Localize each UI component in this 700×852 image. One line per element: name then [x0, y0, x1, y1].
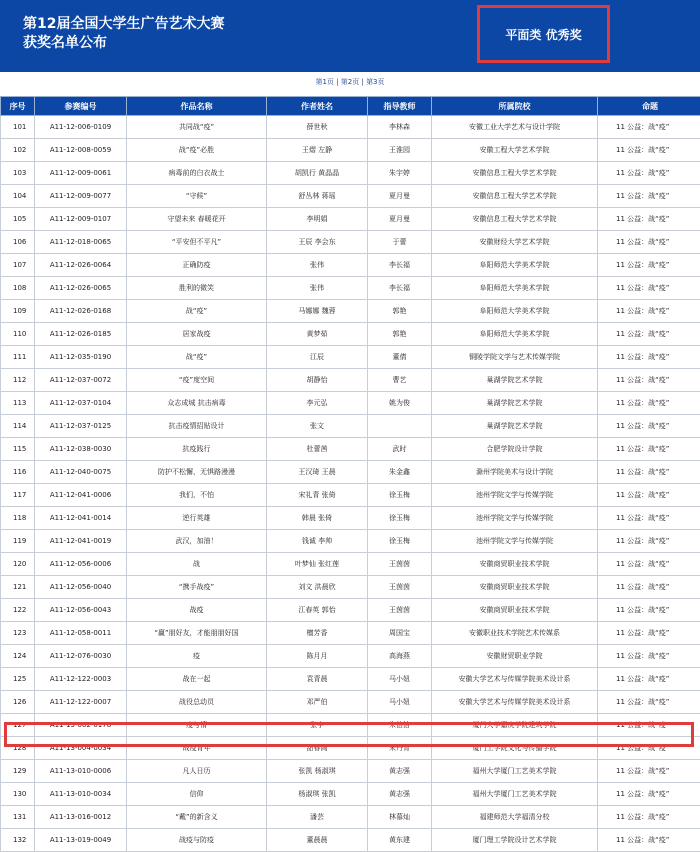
cell-advisor: 周国宝	[368, 622, 432, 645]
cell-topic: 11 公益：战“疫”	[598, 139, 700, 162]
cell-seq: 118	[1, 507, 35, 530]
cell-entry-id: A11-12-058-0011	[35, 622, 127, 645]
cell-entry-id: A11-13-002-0178	[35, 714, 127, 737]
cell-authors: 王辰 李会东	[267, 231, 368, 254]
cell-topic: 11 公益：战“疫”	[598, 530, 700, 553]
cell-school: 阜阳师范大学美术学院	[432, 300, 598, 323]
cell-advisor: 夏月曼	[368, 208, 432, 231]
cell-entry-id: A11-12-026-0064	[35, 254, 127, 277]
cell-authors: 檀芳香	[267, 622, 368, 645]
cell-authors: 舒丛林 蒋瑶	[267, 185, 368, 208]
cell-entry-id: A11-12-041-0014	[35, 507, 127, 530]
cell-topic: 11 公益：战“疫”	[598, 369, 700, 392]
cell-work-title: 武汉，加油！	[127, 530, 267, 553]
cell-seq: 131	[1, 806, 35, 829]
column-header-entry-id: 参赛编号	[35, 97, 127, 116]
cell-entry-id: A11-13-019-0049	[35, 829, 127, 852]
cell-advisor: 徐玉梅	[368, 484, 432, 507]
cell-authors: 董晨晨	[267, 829, 368, 852]
cell-work-title: 居家战疫	[127, 323, 267, 346]
cell-authors: 张伟	[267, 277, 368, 300]
cell-advisor: 于蕾	[368, 231, 432, 254]
cell-topic: 11 公益：战“疫”	[598, 645, 700, 668]
cell-topic: 11 公益：战“疫”	[598, 185, 700, 208]
cell-advisor: 李林森	[368, 116, 432, 139]
cell-school: 安徽工业大学艺术与设计学院	[432, 116, 598, 139]
cell-work-title: 战疫与防疫	[127, 829, 267, 852]
cell-entry-id: A11-12-076-0030	[35, 645, 127, 668]
cell-work-title: 抗疫践行	[127, 438, 267, 461]
cell-advisor: 王茵茵	[368, 576, 432, 599]
page-header	[0, 0, 700, 72]
cell-work-title: 战“疫”必胜	[127, 139, 267, 162]
cell-school: 安徽工程大学艺术学院	[432, 139, 598, 162]
cell-authors: 李明娟	[267, 208, 368, 231]
cell-entry-id: A11-13-010-0034	[35, 783, 127, 806]
table-row	[1, 783, 700, 806]
cell-school: 福州大学厦门工艺美术学院	[432, 783, 598, 806]
cell-school: 阜阳师范大学美术学院	[432, 323, 598, 346]
cell-advisor: 姚为俊	[368, 392, 432, 415]
cell-topic: 11 公益：战“疫”	[598, 438, 700, 461]
cell-school: 巢湖学院艺术学院	[432, 392, 598, 415]
cell-authors: 邓严伯	[267, 691, 368, 714]
cell-work-title: 战	[127, 553, 267, 576]
cell-advisor: 郭艳	[368, 323, 432, 346]
cell-seq: 123	[1, 622, 35, 645]
cell-advisor: 曹艺	[368, 369, 432, 392]
cell-seq: 117	[1, 484, 35, 507]
cell-work-title: 战“疫”	[127, 346, 267, 369]
cell-advisor: 高海燕	[368, 645, 432, 668]
cell-school: 池州学院文学与传媒学院	[432, 530, 598, 553]
cell-seq: 130	[1, 783, 35, 806]
cell-topic: 11 公益：战“疫”	[598, 231, 700, 254]
cell-entry-id: A11-12-041-0019	[35, 530, 127, 553]
table-row	[1, 208, 700, 231]
cell-school: 安徽商贸职业技术学院	[432, 576, 598, 599]
cell-advisor: 马小妞	[368, 691, 432, 714]
page-link-1[interactable]: 第1页	[315, 78, 333, 86]
cell-topic: 11 公益：战“疫”	[598, 254, 700, 277]
cell-topic: 11 公益：战“疫”	[598, 392, 700, 415]
cell-work-title: 共同战“疫”	[127, 116, 267, 139]
cell-seq: 125	[1, 668, 35, 691]
cell-topic: 11 公益：战“疫”	[598, 323, 700, 346]
table-row	[1, 277, 700, 300]
cell-authors: 马娜娜 魏蓉	[267, 300, 368, 323]
cell-topic: 11 公益：战“疫”	[598, 162, 700, 185]
cell-school: 安徽大学艺术与传媒学院美术设计系	[432, 691, 598, 714]
cell-topic: 11 公益：战“疫”	[598, 829, 700, 852]
cell-authors: 张宇	[267, 714, 368, 737]
cell-advisor: 王茵茵	[368, 553, 432, 576]
cell-topic: 11 公益：战“疫”	[598, 737, 700, 760]
cell-advisor: 黄志强	[368, 760, 432, 783]
table-row	[1, 162, 700, 185]
cell-advisor: 董倩	[368, 346, 432, 369]
cell-authors: 张伟	[267, 254, 368, 277]
cell-entry-id: A11-12-037-0072	[35, 369, 127, 392]
table-header-row	[1, 97, 700, 116]
cell-authors: 甜春阁	[267, 737, 368, 760]
page-title	[23, 15, 224, 53]
cell-authors: 薛世秋	[267, 116, 368, 139]
cell-entry-id: A11-12-056-0006	[35, 553, 127, 576]
cell-work-title: 正确防疫	[127, 254, 267, 277]
cell-work-title: “携手战疫”	[127, 576, 267, 599]
table-row	[1, 668, 700, 691]
cell-advisor: 林慕灿	[368, 806, 432, 829]
cell-entry-id: A11-13-010-0006	[35, 760, 127, 783]
cell-advisor: 郭艳	[368, 300, 432, 323]
cell-topic: 11 公益：战“疫”	[598, 668, 700, 691]
table-row	[1, 599, 700, 622]
cell-work-title: 抗击疫情招贴设计	[127, 415, 267, 438]
cell-work-title: 战在一起	[127, 668, 267, 691]
cell-authors: 杜蕾茜	[267, 438, 368, 461]
column-header-work-title: 作品名称	[127, 97, 267, 116]
table-row	[1, 323, 700, 346]
cell-topic: 11 公益：战“疫”	[598, 806, 700, 829]
pager-separator: |	[361, 78, 363, 86]
cell-seq: 111	[1, 346, 35, 369]
table-row	[1, 829, 700, 852]
cell-seq: 119	[1, 530, 35, 553]
cell-topic: 11 公益：战“疫”	[598, 760, 700, 783]
table-row	[1, 691, 700, 714]
cell-advisor: 武时	[368, 438, 432, 461]
cell-school: 福建师范大学福清分校	[432, 806, 598, 829]
cell-school: 安徽商贸职业技术学院	[432, 599, 598, 622]
cell-work-title: 战“疫”	[127, 300, 267, 323]
cell-advisor: 朱丹青	[368, 737, 432, 760]
table-row	[1, 760, 700, 783]
cell-seq: 114	[1, 415, 35, 438]
cell-work-title: “守候”	[127, 185, 267, 208]
cell-entry-id: A11-12-040-0075	[35, 461, 127, 484]
cell-work-title: 众志成城 抗击病毒	[127, 392, 267, 415]
cell-work-title: 逆行英雄	[127, 507, 267, 530]
cell-work-title: 战役总动员	[127, 691, 267, 714]
cell-seq: 115	[1, 438, 35, 461]
page-title-line2: 获奖名单公布	[23, 34, 224, 53]
table-row	[1, 369, 700, 392]
cell-school: 厦门理工学院设计艺术学院	[432, 829, 598, 852]
cell-seq: 101	[1, 116, 35, 139]
cell-entry-id: A11-12-041-0006	[35, 484, 127, 507]
cell-topic: 11 公益：战“疫”	[598, 553, 700, 576]
cell-advisor: 李长福	[368, 254, 432, 277]
cell-seq: 107	[1, 254, 35, 277]
cell-topic: 11 公益：战“疫”	[598, 599, 700, 622]
cell-school: 安徽信息工程大学艺术学院	[432, 185, 598, 208]
cell-topic: 11 公益：战“疫”	[598, 300, 700, 323]
cell-topic: 11 公益：战“疫”	[598, 415, 700, 438]
cell-advisor: 朱金鑫	[368, 461, 432, 484]
cell-entry-id: A11-12-009-0077	[35, 185, 127, 208]
cell-school: 巢湖学院艺术学院	[432, 369, 598, 392]
cell-authors: 江春英 郭怡	[267, 599, 368, 622]
cell-topic: 11 公益：战“疫”	[598, 116, 700, 139]
cell-topic: 11 公益：战“疫”	[598, 714, 700, 737]
cell-seq: 120	[1, 553, 35, 576]
cell-entry-id: A11-12-026-0065	[35, 277, 127, 300]
cell-entry-id: A11-12-035-0190	[35, 346, 127, 369]
table-row	[1, 185, 700, 208]
cell-school: 巢湖学院艺术学院	[432, 415, 598, 438]
cell-entry-id: A11-12-009-0061	[35, 162, 127, 185]
cell-work-title: 疫与情	[127, 714, 267, 737]
cell-work-title: 战疫	[127, 599, 267, 622]
cell-advisor: 朱信洁	[368, 714, 432, 737]
cell-seq: 106	[1, 231, 35, 254]
table-row	[1, 392, 700, 415]
cell-topic: 11 公益：战“疫”	[598, 208, 700, 231]
cell-entry-id: A11-12-018-0065	[35, 231, 127, 254]
cell-school: 安徽信息工程大学艺术学院	[432, 162, 598, 185]
cell-school: 安徽信息工程大学艺术学院	[432, 208, 598, 231]
column-header-advisor: 指导教师	[368, 97, 432, 116]
cell-school: 厦门工学院文化与传播学院	[432, 737, 598, 760]
table-row	[1, 806, 700, 829]
table-row	[1, 507, 700, 530]
cell-entry-id: A11-12-038-0030	[35, 438, 127, 461]
cell-seq: 108	[1, 277, 35, 300]
cell-authors: 陈月月	[267, 645, 368, 668]
category-badge: 平面类 优秀奖	[477, 5, 610, 63]
cell-seq: 128	[1, 737, 35, 760]
cell-seq: 105	[1, 208, 35, 231]
cell-seq: 126	[1, 691, 35, 714]
cell-authors: 胡静怡	[267, 369, 368, 392]
cell-entry-id: A11-12-056-0043	[35, 599, 127, 622]
column-header-topic: 命题	[598, 97, 700, 116]
cell-seq: 104	[1, 185, 35, 208]
cell-work-title: “戴”的新含义	[127, 806, 267, 829]
cell-seq: 127	[1, 714, 35, 737]
cell-school: 合肥学院设计学院	[432, 438, 598, 461]
table-row	[1, 254, 700, 277]
cell-advisor: 朱宇婷	[368, 162, 432, 185]
cell-work-title: 胜利的微笑	[127, 277, 267, 300]
page-link-2[interactable]: 第2页	[341, 78, 359, 86]
cell-entry-id: A11-12-009-0107	[35, 208, 127, 231]
cell-school: 厦门大学嘉庚学院建筑学院	[432, 714, 598, 737]
table-row	[1, 530, 700, 553]
cell-school: 安徽职业技术学院艺术传媒系	[432, 622, 598, 645]
cell-authors: 宋礼青 张倚	[267, 484, 368, 507]
cell-seq: 102	[1, 139, 35, 162]
cell-seq: 116	[1, 461, 35, 484]
cell-seq: 112	[1, 369, 35, 392]
cell-authors: 潘芸	[267, 806, 368, 829]
table-row	[1, 438, 700, 461]
cell-work-title: 防护不松懈，无惧路漫漫	[127, 461, 267, 484]
table-row	[1, 737, 700, 760]
cell-authors: 江辰	[267, 346, 368, 369]
cell-entry-id: A11-12-006-0109	[35, 116, 127, 139]
table-row	[1, 346, 700, 369]
column-header-authors: 作者姓名	[267, 97, 368, 116]
cell-school: 阜阳师范大学美术学院	[432, 277, 598, 300]
cell-work-title: 守望未来 春暖花开	[127, 208, 267, 231]
cell-authors: 王熠 左静	[267, 139, 368, 162]
cell-seq: 122	[1, 599, 35, 622]
cell-topic: 11 公益：战“疫”	[598, 507, 700, 530]
winners-table	[0, 96, 700, 852]
cell-topic: 11 公益：战“疫”	[598, 277, 700, 300]
cell-advisor: 徐玉梅	[368, 530, 432, 553]
cell-topic: 11 公益：战“疫”	[598, 346, 700, 369]
cell-work-title: “疫”度空间	[127, 369, 267, 392]
cell-seq: 132	[1, 829, 35, 852]
cell-school: 铜陵学院文学与艺术传媒学院	[432, 346, 598, 369]
pagination	[0, 77, 700, 87]
cell-authors: 叶梦仙 张红莲	[267, 553, 368, 576]
cell-entry-id: A11-13-016-0012	[35, 806, 127, 829]
cell-seq: 109	[1, 300, 35, 323]
table-body	[1, 116, 700, 852]
table-row	[1, 461, 700, 484]
cell-work-title: “平安但不平凡”	[127, 231, 267, 254]
table-row	[1, 553, 700, 576]
cell-school: 福州大学厦门工艺美术学院	[432, 760, 598, 783]
cell-advisor	[368, 415, 432, 438]
cell-school: 安徽财经大学艺术学院	[432, 231, 598, 254]
table-row	[1, 116, 700, 139]
cell-authors: 刘文 洪晨欣	[267, 576, 368, 599]
table-row	[1, 714, 700, 737]
cell-authors: 韩晨 张倚	[267, 507, 368, 530]
column-header-seq: 序号	[1, 97, 35, 116]
cell-school: 阜阳师范大学美术学院	[432, 254, 598, 277]
table-row	[1, 415, 700, 438]
cell-entry-id: A11-12-122-0003	[35, 668, 127, 691]
cell-advisor: 王淮园	[368, 139, 432, 162]
cell-school: 安徽大学艺术与传媒学院美术设计系	[432, 668, 598, 691]
cell-authors: 胡凯行 黄晶晶	[267, 162, 368, 185]
cell-school: 池州学院文学与传媒学院	[432, 484, 598, 507]
cell-topic: 11 公益：战“疫”	[598, 484, 700, 507]
cell-seq: 124	[1, 645, 35, 668]
cell-advisor: 夏月曼	[368, 185, 432, 208]
cell-authors: 张凯 杨淑琪	[267, 760, 368, 783]
cell-school: 安徽财贸职业学院	[432, 645, 598, 668]
cell-entry-id: A11-12-026-0185	[35, 323, 127, 346]
table-row	[1, 231, 700, 254]
cell-topic: 11 公益：战“疫”	[598, 691, 700, 714]
cell-entry-id: A11-12-122-0007	[35, 691, 127, 714]
column-header-school: 所属院校	[432, 97, 598, 116]
cell-topic: 11 公益：战“疫”	[598, 576, 700, 599]
cell-authors: 张文	[267, 415, 368, 438]
cell-authors: 杨淑琪 张凯	[267, 783, 368, 806]
cell-entry-id: A11-12-008-0059	[35, 139, 127, 162]
cell-entry-id: A11-12-026-0168	[35, 300, 127, 323]
cell-authors: 李元弘	[267, 392, 368, 415]
table-row	[1, 139, 700, 162]
cell-work-title: “赢”朋好友，才能朋朋好国	[127, 622, 267, 645]
cell-seq: 103	[1, 162, 35, 185]
cell-entry-id: A11-12-037-0104	[35, 392, 127, 415]
page-title-line1: 第12届全国大学生广告艺术大赛	[23, 15, 224, 34]
pager-separator: |	[336, 78, 338, 86]
cell-topic: 11 公益：战“疫”	[598, 461, 700, 484]
cell-advisor: 黄东建	[368, 829, 432, 852]
table-row	[1, 484, 700, 507]
cell-advisor: 王茵茵	[368, 599, 432, 622]
cell-work-title: 凡人日历	[127, 760, 267, 783]
cell-work-title: 病毒前的白衣战士	[127, 162, 267, 185]
cell-topic: 11 公益：战“疫”	[598, 622, 700, 645]
cell-advisor: 马小妞	[368, 668, 432, 691]
cell-topic: 11 公益：战“疫”	[598, 783, 700, 806]
cell-seq: 110	[1, 323, 35, 346]
cell-school: 滁州学院美术与设计学院	[432, 461, 598, 484]
cell-seq: 129	[1, 760, 35, 783]
cell-authors: 黄梦茹	[267, 323, 368, 346]
cell-advisor: 徐玉梅	[368, 507, 432, 530]
cell-work-title: 战疫青年	[127, 737, 267, 760]
cell-school: 池州学院文学与传媒学院	[432, 507, 598, 530]
cell-advisor: 李长福	[368, 277, 432, 300]
page-link-3[interactable]: 第3页	[366, 78, 384, 86]
cell-authors: 王汉琦 王晨	[267, 461, 368, 484]
cell-work-title: 疫	[127, 645, 267, 668]
cell-entry-id: A11-12-037-0125	[35, 415, 127, 438]
cell-authors: 钱诚 李帅	[267, 530, 368, 553]
cell-advisor: 黄志强	[368, 783, 432, 806]
cell-school: 安徽商贸职业技术学院	[432, 553, 598, 576]
cell-authors: 袁青晨	[267, 668, 368, 691]
cell-work-title: 信仰	[127, 783, 267, 806]
cell-seq: 113	[1, 392, 35, 415]
table-row	[1, 645, 700, 668]
cell-entry-id: A11-13-004-0034	[35, 737, 127, 760]
table-row	[1, 300, 700, 323]
table-row	[1, 622, 700, 645]
cell-entry-id: A11-12-056-0040	[35, 576, 127, 599]
table-row	[1, 576, 700, 599]
cell-seq: 121	[1, 576, 35, 599]
cell-work-title: 我们，不怕	[127, 484, 267, 507]
